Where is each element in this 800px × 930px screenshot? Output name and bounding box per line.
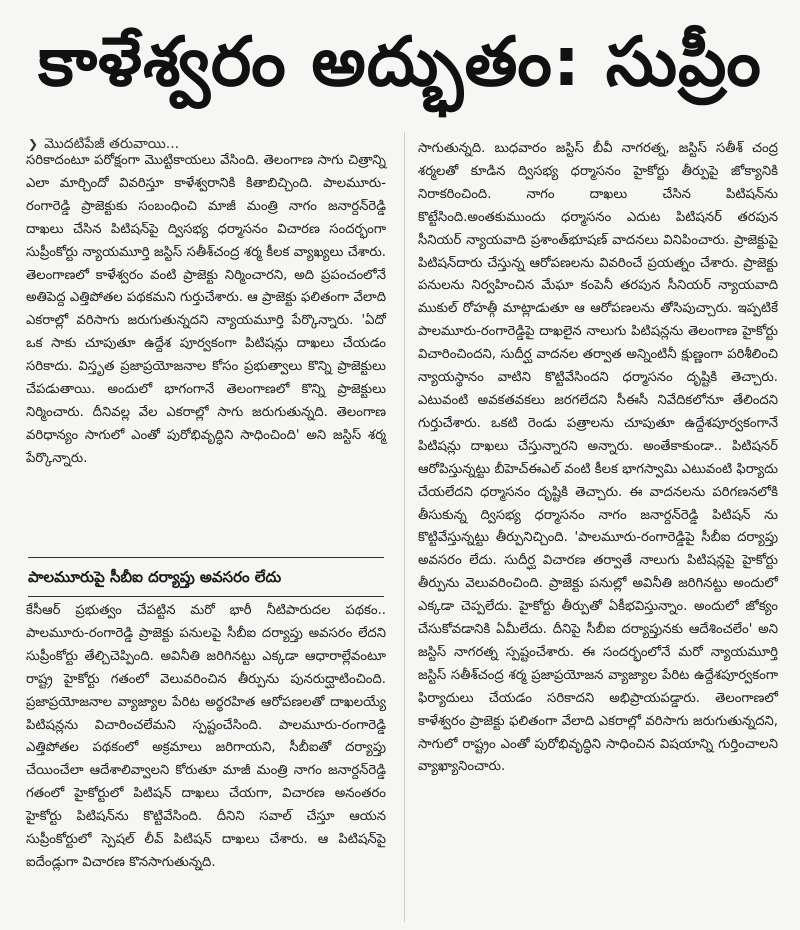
headline: కాళేశ్వరం అద్భుతం: సుప్రీం [38, 23, 762, 102]
subhead-rule-bottom [28, 596, 384, 597]
subhead-rule-top [28, 557, 384, 558]
paragraph: సరికాదంటూ పరోక్షంగా మొట్టికాయలు వేసింది. తెలంగాణ సాగు చిత్రాన్ని ఎలా మార్చిందో వివరిస్తూ కాళేశ్వరానికి కితాబిచ్చింది. పాలమూరు-రంగారెడ్డి ప్రాజెక్టుకు సంబంధించి మాజీ మంత్రి నాగం జనార్దన్‌రెడ్డి దాఖలు చేసిన పిటిషన్‌పై ద్విసభ్య ధర్మాసనం విచారణ సందర్భంగా సుప్రీంకోర్టు న్యాయమూర్తి జస్టిస్ సతీశ్‌చంద్ర శర్మ కీలక వ్యాఖ్యలు చేశారు. తెలంగాణలో కాళేశ్వరం వంటి ప్రాజెక్టు నిర్మించారని, అది ప్రపంచంలోనే అతిపెద్ద ఎత్తిపోతల పథకమని గుర్తుచేశారు. ఆ ప్రాజెక్టు ఫలితంగా వేలాది ఎకరాల్లో వరిసాగు జరుగుతున్నదని న్యాయమూర్తి పేర్కొన్నారు. 'ఏదో ఒక సాకు చూపుతూ ఉద్దేశ పూర్వకంగా పిటిషన్లు దాఖలు చేయడం సరికాదు. విస్తృత ప్రజాప్రయోజనాల కోసం ప్రభుత్వాలు కొన్ని ప్రాజెక్టులు చేపడుతాయి. అందులో భాగంగానే తెలంగాణలో కొన్ని ప్రాజెక్టులు నిర్మించారు. దీనివల్ల వేల ఎకరాల్లో సాగు జరుగుతున్నది. తెలంగాణ వరిధాన్యం సాగులో ఎంతో పురోభివృద్ధిని సాధించింది' అని జస్టిస్ శర్మ పేర్కొన్నారు. [26, 153, 386, 466]
subheading: పాలమూరుపై సీబీఐ దర్యాప్తు అవసరం లేదు [28, 568, 282, 586]
column-divider [404, 132, 405, 922]
paragraph: కేసీఆర్ ప్రభుత్వం చేపట్టిన మరో భారీ నీటిపారుదల పథకం.. పాలమూరు-రంగారెడ్డి ప్రాజెక్టు పనులపై సీబీఐ దర్యాప్తు అవసరం లేదని సుప్రీంకోర్టు తేల్చిచెప్పింది. అవినీతి జరిగినట్టు ఎక్కడా ఆధారాల్లేవంటూ రాష్ట్ర హైకోర్టు గతంలో వెలువరించిన తీర్పును పునరుద్ఘాటించింది. ప్రజాప్రయోజనాల వ్యాజ్యాల పేరిట అర్థరహిత ఆరోపణలతో దాఖలయ్యే పిటిషన్లను విచారించలేమని స్పష్టంచేసింది. పాలమూరు-రంగారెడ్డి ఎత్తిపోతల పథకంలో అక్రమాలు జరిగాయని, సీబీఐతో దర్యాప్తు చేయించేలా ఆదేశాలివ్వాలని కోరుతూ మాజీ మంత్రి నాగం జనార్దన్‌రెడ్డి గతంలో హైకోర్టులో పిటిషన్ దాఖలు చేయగా, విచారణ అనంతరం హైకోర్టు పిటిషన్‌ను కొట్టివేసింది. దీనిని సవాల్ చేస్తూ ఆయన సుప్రీంకోర్టులో స్పెషల్ లీవ్ పిటిషన్ దాఖలు చేశారు. ఆ పిటిషన్‌పై ఐదేండ్లుగా విచారణ కొనసాగుతున్నది. [26, 603, 386, 870]
right-column [418, 138, 778, 779]
left-column-top [26, 150, 386, 471]
kicker-text: మొదటిపేజీ తరువాయి... [44, 136, 180, 152]
left-column-bottom [26, 600, 386, 875]
paragraph: సాగుతున్నది. బుధవారం జస్టిస్ బీవీ నాగరత్న, జస్టిస్ సతీశ్ చంద్ర శర్మలతో కూడిన ద్విసభ్య ధర్మాసనం హైకోర్టు తీర్పుపై జోక్యానికి నిరాకరించింది. నాగం దాఖలు చేసిన పిటిషన్‌ను కొట్టేసింది.అంతకుముందు ధర్మాసనం ఎదుట పిటిషనర్ తరపున సీనియర్ న్యాయవాది ప్రశాంత్‌భూషణ్ వాదనలు వినిపించారు. ప్రాజెక్టుపై పిటిషన్‌దారు చేస్తున్న ఆరోపణలను వివరించే ప్రయత్నం చేశారు. ప్రాజెక్టు పనులను నిర్వహించిన మేఘా కంపెనీ తరపున సీనియర్ న్యాయవాది ముకుల్ రోహత్గీ మాట్లాడుతూ ఆ ఆరోపణలను తోసిపుచ్చారు. ఇప్పటికే పాలమూరు-రంగారెడ్డిపై దాఖలైన నాలుగు పిటిషన్లను తెలంగాణ హైకోర్టు విచారించిందని, సుదీర్ఘ వాదనల తర్వాత అన్నింటినీ క్షుణ్ణంగా పరిశీలించి న్యాయస్థానం వాటిని కొట్టివేసిందని ధర్మాసనం దృష్టికి తెచ్చారు. ఎటువంటి అవకతవకలు జరగలేదని సీఈసీ నివేదికలోనూ తేలిందని గుర్తుచేశారు. ఒకటి రెండు పత్రాలను చూపుతూ ఉద్దేశపూర్వకంగానే పిటిషన్లు దాఖలు చేస్తున్నారని అన్నారు. అంతేకాకుండా.. పిటిషనర్ ఆరోపిస్తున్నట్టు బీహెచ్ఈఎల్ వంటి కీలక భాగస్వామి ఎటువంటి ఫిర్యాదు చేయలేదని ధర్మాసనం దృష్టికి తెచ్చారు. ఈ వాదనలను పరిగణనలోకి తీసుకున్న ద్విసభ్య ధర్మాసనం నాగం జనార్దన్‌రెడ్డి పిటిషన్ ను కొట్టివేస్తున్నట్టు తీర్పునిచ్చింది. 'పాలమూరు-రంగారెడ్డిపై సీబీఐ దర్యాప్తు అవసరం లేదు. సుదీర్ఘ విచారణ తర్వాతే నాలుగు పిటిషన్లపై హైకోర్టు తీర్పును వెలువరించింది. ప్రాజెక్టు పనుల్లో అవినీతి జరిగినట్టు అందులో ఎక్కడా చెప్పలేదు. హైకోర్టు తీర్పుతో ఏకీభవిస్తున్నాం. అందులో జోక్యం చేసుకోవడానికి ఏమీలేదు. దీనిపై సీబీఐ దర్యాప్తునకు ఆదేశించలేం' అని జస్టిస్ నాగరత్న స్పష్టంచేశారు. ఈ సందర్భంలోనే మరో న్యాయమూర్తి జస్టిస్ సతీశ్‌చంద్ర శర్మ ప్రజాప్రయోజన వ్యాజ్యాల పేరిట ఉద్దేశపూర్వకంగా ఫిర్యాదులు చేయడం సరికాదని అభిప్రాయపడ్డారు. తెలంగాణలో కాళేశ్వరం ప్రాజెక్టు ఫలితంగా వేలాది ఎకరాల్లో వరిసాగు జరుగుతున్నదని, సాగులో రాష్ట్రం ఎంతో పురోభివృద్ధిని సాధించిన విషయాన్ని గుర్తించాలని వ్యాఖ్యానించారు. [418, 141, 778, 775]
triangle-bullet-icon: ❯ [28, 137, 39, 151]
